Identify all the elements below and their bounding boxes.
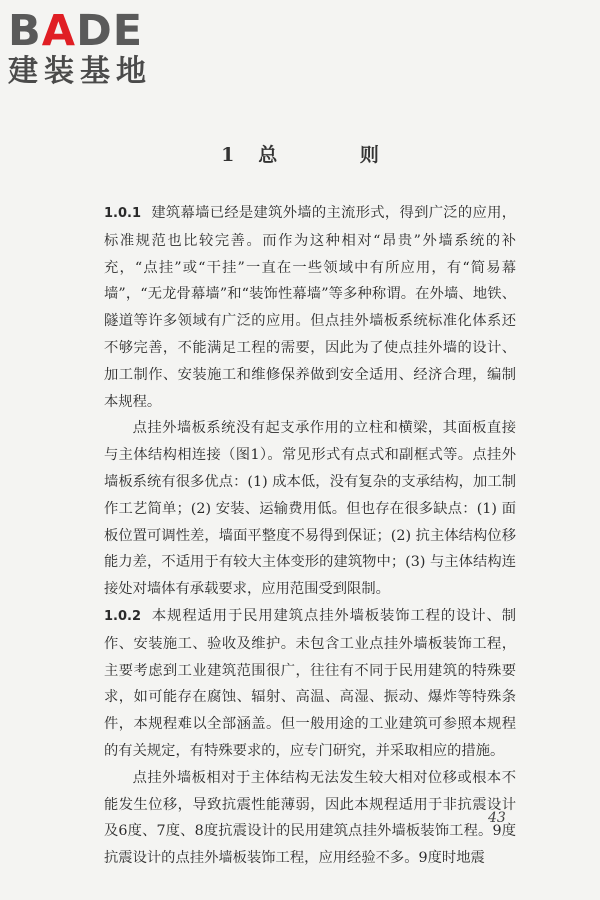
chapter-title — [0, 140, 600, 167]
chapter-heading: 总 则 — [258, 144, 417, 166]
paragraph — [104, 200, 516, 415]
paragraph-text: 点挂外墙板系统没有起支承作用的立柱和横梁，其面板直接与主体结构相连接（图1）。常见形式有点式和副框式等。点挂外墙板系统有很多优点：(1) 成本低，没有复杂的支承结构，加工制作工艺简单；(2) 安装、运输费用低。但也存在很多缺点：(1) 面板位置可调性差，墙面平整度不易得到保证；(2) 抗主体结构位移能力差，不适用于有较大主体变形的建筑物中；(3) 与主体结构连接处对墙体有承载要求，应用范围受到限制。 — [104, 420, 516, 598]
paragraph-text: 点挂外墙板相对于主体结构无法发生较大相对位移或根本不能发生位移，导致抗震性能薄弱，因此本规程适用于非抗震设计及6度、7度、8度抗震设计的民用建筑点挂外墙板装饰工程。9度抗震设计的点挂外墙板装饰工程，应用经验不多。9度时地震 — [104, 769, 516, 867]
chapter-number: 1 — [221, 144, 237, 166]
page-number: 43 — [488, 810, 506, 826]
paragraph-text: 本规程适用于民用建筑点挂外墙板装饰工程的设计、制作、安装施工、验收及维护。未包含工业点挂外墙板装饰工程，主要考虑到工业建筑范围很广，往往有不同于民用建筑的特殊要求，如可能存在腐蚀、辐射、高温、高湿、振动、爆炸等特殊条件，本规程难以全部涵盖。但一般用途的工业建筑可参照本规程的有关规定，有特殊要求的，应专门研究，并采取相应的措施。 — [104, 607, 516, 759]
clause-number: 1.0.2 — [104, 608, 142, 624]
clause-number: 1.0.1 — [104, 206, 142, 221]
document-body — [104, 200, 516, 872]
paragraph — [104, 603, 516, 765]
logo-subtitle: 建装基地 — [8, 54, 152, 89]
brand-logo — [8, 8, 178, 100]
logo-wordmark: BADE — [8, 6, 144, 56]
paragraph — [104, 765, 516, 872]
paragraph-text: 建筑幕墙已经是建筑外墙的主流形式，得到广泛的应用，标准规范也比较完善。而作为这种相对“昂贵”外墙系统的补充，“点挂”或“干挂”一直在一些领域中有所应用，有“简易幕墙”，“无龙骨幕墙”和“装饰性幕墙”等多种称谓。在外墙、地铁、隧道等许多领域有广泛的应用。但点挂外墙板系统标准化体系还不够完善，不能满足工程的需要，因此为了使点挂外墙的设计、加工制作、安装施工和维修保养做到安全适用、经济合理，编制本规程。 — [104, 205, 516, 410]
paragraph — [104, 415, 516, 603]
